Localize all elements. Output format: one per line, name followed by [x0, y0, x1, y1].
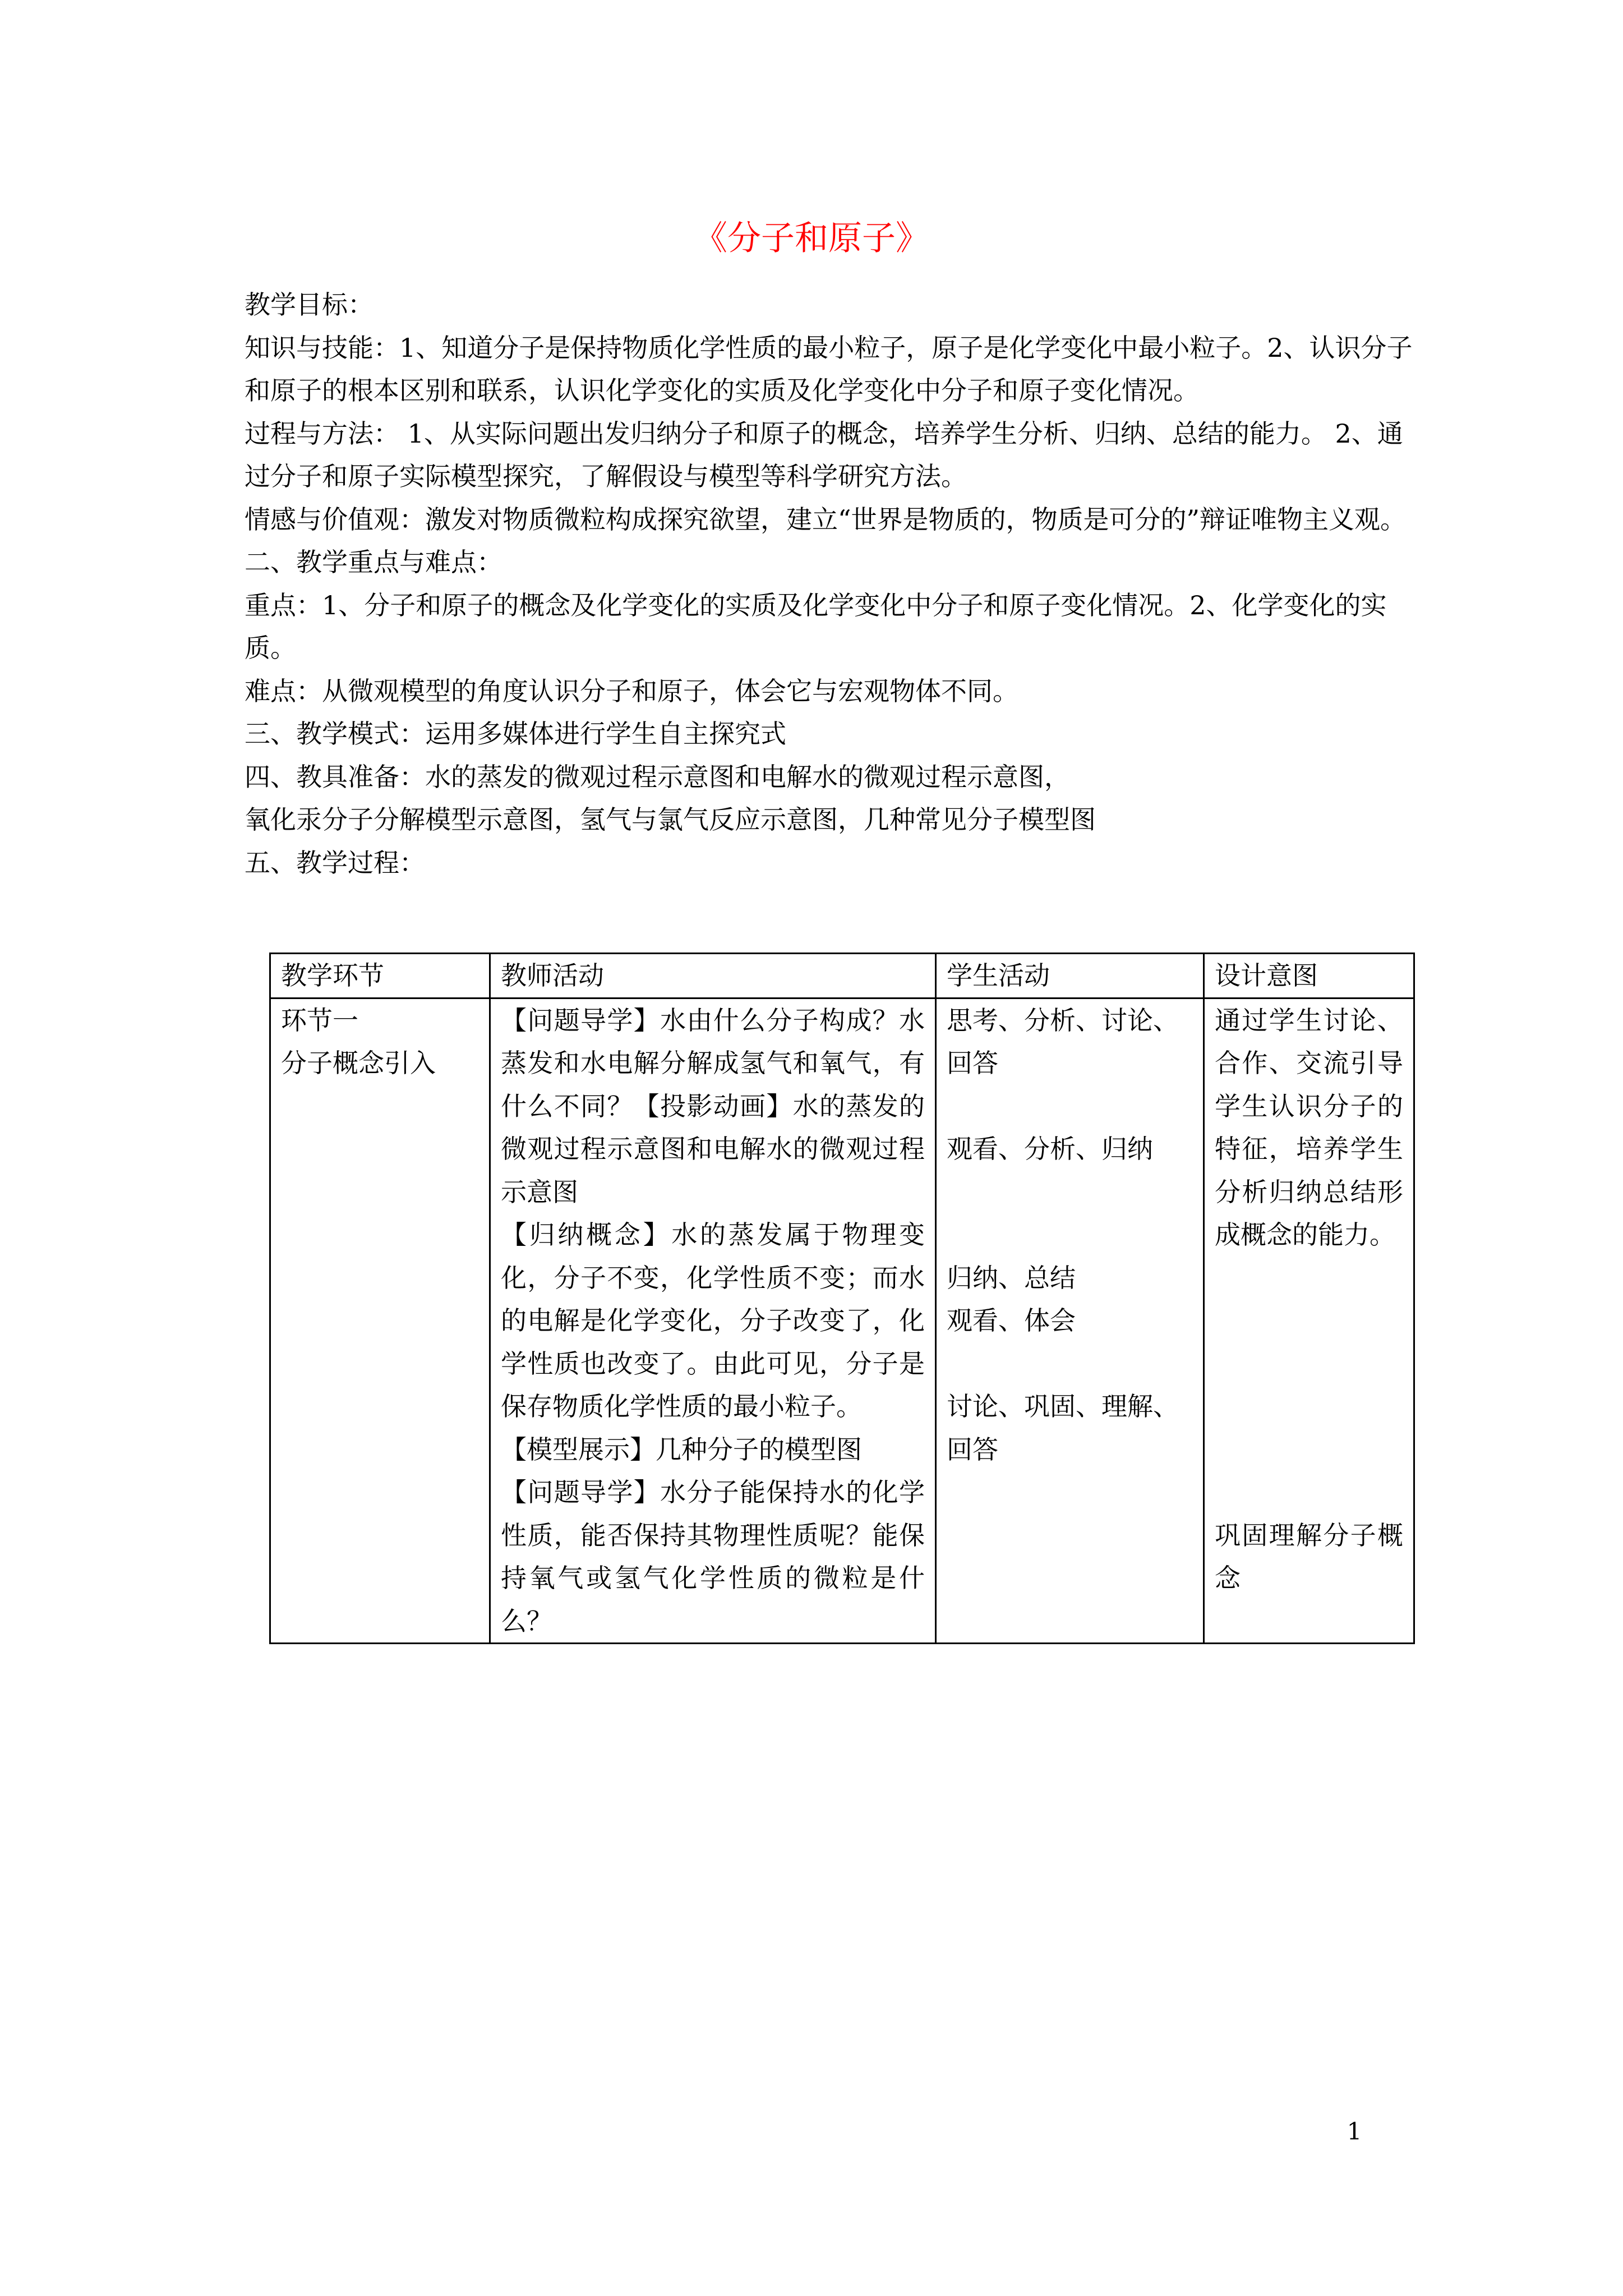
key-points-heading: 二、教学重点与难点： — [245, 547, 502, 577]
student-activity-2: 观看、分析、归纳 — [947, 1134, 1153, 1164]
objectives-heading: 教学目标： — [245, 289, 374, 320]
knowledge-skills: 知识与技能：1、知道分子是保持物质化学性质的最小粒子，原子是化学变化中最小粒子。2、认识分子和原子的根本区别和联系，认识化学变化的实质及化学变化中分子和原子变化情况。 — [245, 332, 1413, 406]
teacher-activity-4: 【问题导学】水分子能保持水的化学性质，能否保持其物理性质呢？能保持氧气或氢气化学性质的微粒是什么？ — [501, 1477, 925, 1636]
difficult-points: 难点：从微观模型的角度认识分子和原子，体会它与宏观物体不同。 — [245, 675, 1018, 706]
page-number: 1 — [1347, 2118, 1362, 2145]
process-methods: 过程与方法： 1、从实际问题出发归纳分子和原子的概念，培养学生分析、归纳、总结的能力。 2、通过分子和原子实际模型探究，了解假设与模型等科学研究方法。 — [245, 418, 1403, 491]
intent-1: 通过学生讨论、合作、交流引导学生认识分子的特征，培养学生分析归纳总结形成概念的能力。 — [1215, 1005, 1403, 1250]
key-points: 重点：1、分子和原子的概念及化学变化的实质及化学变化中分子和原子变化情况。2、化学变化的实质。 — [245, 590, 1387, 663]
student-activity-4: 观看、体会 — [947, 1305, 1076, 1336]
student-activity-3: 归纳、总结 — [947, 1262, 1076, 1293]
header-student: 学生活动 — [936, 954, 1204, 999]
teacher-activity-1: 【问题导学】水由什么分子构成？水蒸发和水电解分解成氢气和氧气，有什么不同？【投影动画】水的蒸发的微观过程示意图和电解水的微观过程示意图 — [501, 1005, 925, 1207]
table-header-row — [270, 954, 1414, 999]
header-teacher: 教师活动 — [490, 954, 936, 999]
stage-cell — [270, 998, 490, 1644]
student-activity-1: 思考、分析、讨论、回答 — [947, 1005, 1179, 1078]
stage-label: 环节一 — [281, 1005, 358, 1036]
student-activity-5: 讨论、巩固、理解、回答 — [947, 1391, 1179, 1465]
header-intent: 设计意图 — [1204, 954, 1414, 999]
emotion-values: 情感与价值观：激发对物质微粒构成探究欲望，建立“世界是物质的，物质是可分的”辩证唯物主义观。 — [245, 504, 1407, 535]
intent-cell — [1204, 998, 1414, 1644]
teacher-activity-3: 【模型展示】几种分子的模型图 — [501, 1434, 862, 1465]
teaching-mode: 三、教学模式：运用多媒体进行学生自主探究式 — [245, 719, 786, 749]
teacher-cell — [490, 998, 936, 1644]
teaching-process-table — [269, 953, 1415, 1644]
teaching-aids: 四、教具准备：水的蒸发的微观过程示意图和电解水的微观过程示意图， — [245, 761, 1070, 792]
student-cell — [936, 998, 1204, 1644]
teaching-aids-cont: 氧化汞分子分解模型示意图，氢气与氯气反应示意图，几种常见分子模型图 — [245, 804, 1096, 835]
stage-name: 分子概念引入 — [281, 1048, 436, 1078]
document-title: 《分子和原子》 — [694, 219, 929, 258]
header-stage: 教学环节 — [270, 954, 490, 999]
intent-2: 巩固理解分子概念 — [1215, 1520, 1403, 1593]
teacher-activity-2: 【归纳概念】水的蒸发属于物理变化，分子不变，化学性质不变；而水的电解是化学变化，分子改变了，化学性质也改变了。由此可见，分子是保存物质化学性质的最小粒子。 — [501, 1220, 925, 1421]
lesson-body — [245, 283, 1417, 884]
table-row — [270, 998, 1414, 1644]
process-heading: 五、教学过程： — [245, 847, 425, 878]
